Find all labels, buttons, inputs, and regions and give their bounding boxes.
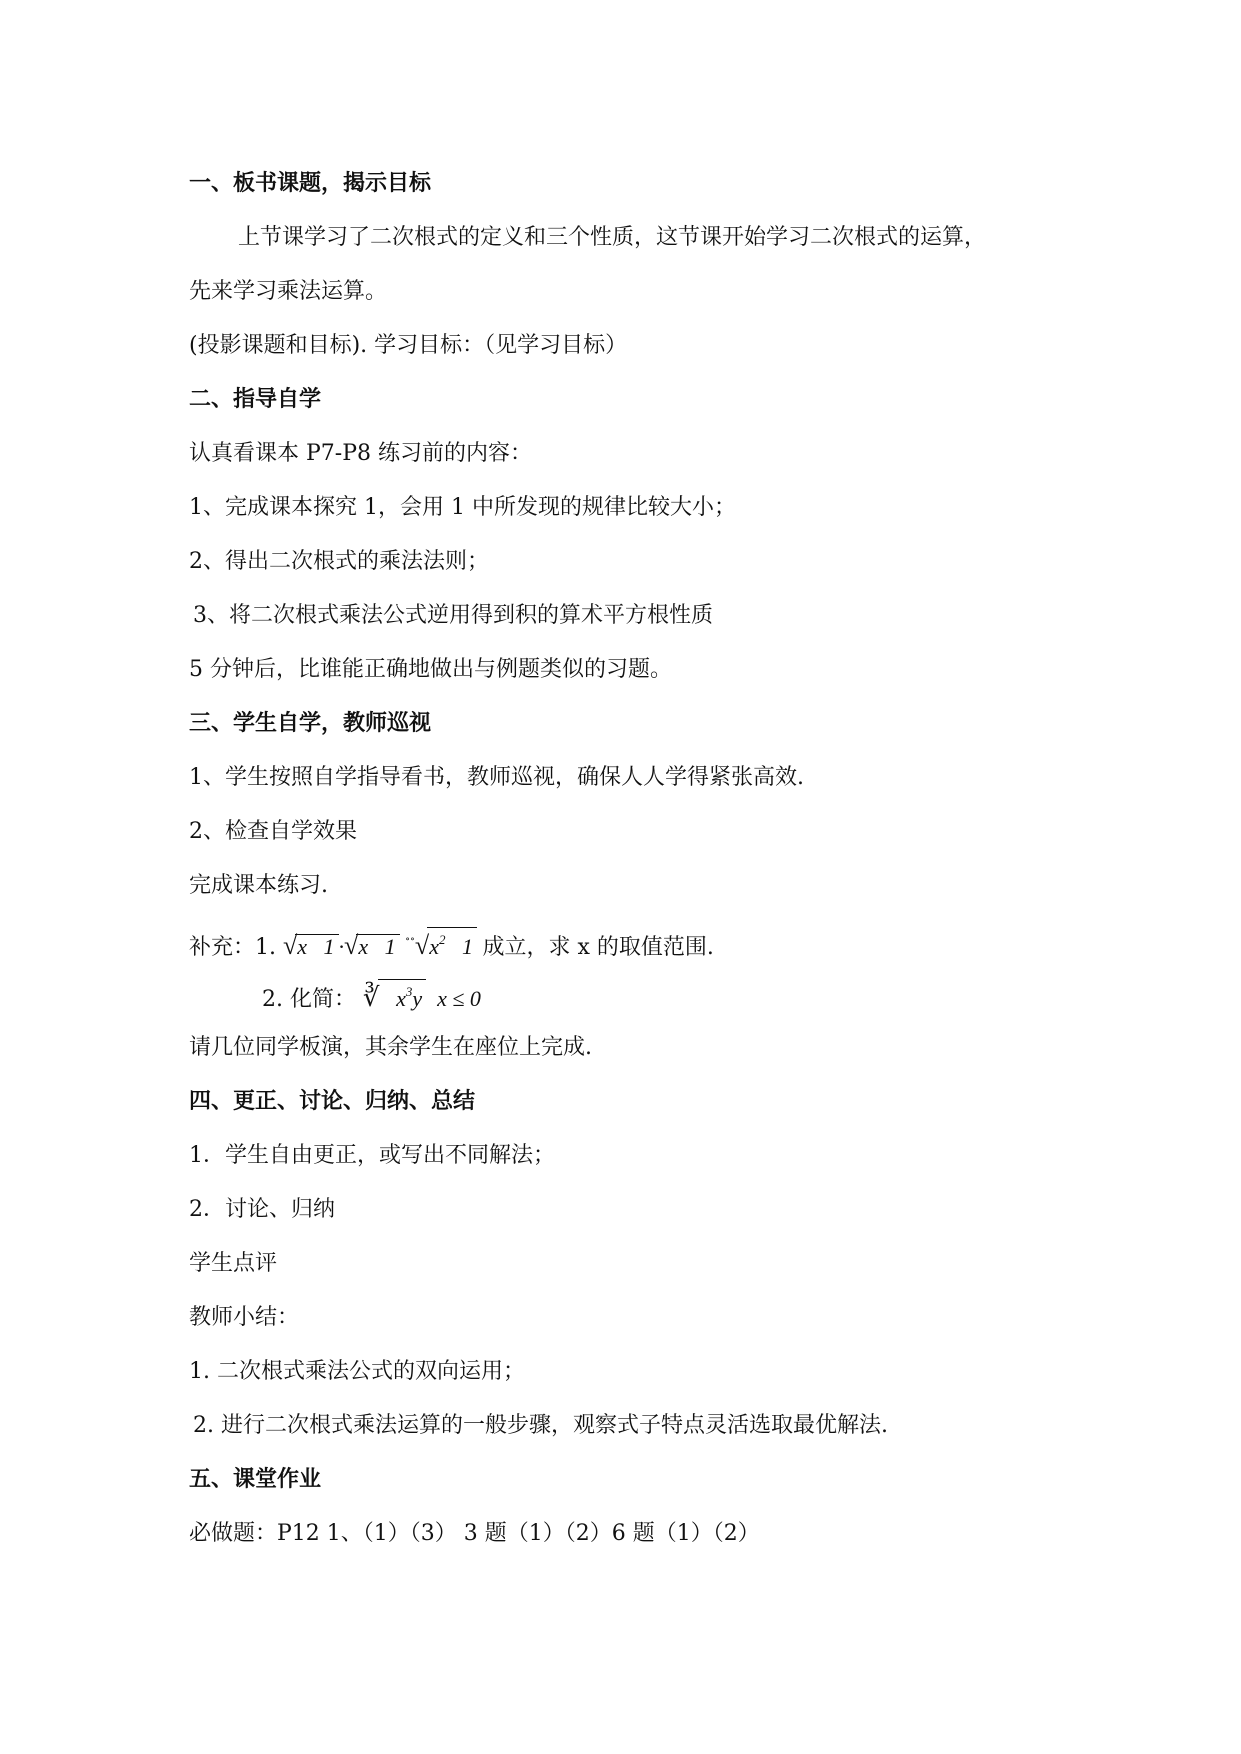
s3-item-1: 1、学生按照自学指导看书，教师巡视，确保人人学得紧张高效. xyxy=(189,765,804,790)
s2-heading: 二、指导自学 xyxy=(189,387,322,412)
s4-item-1: 1．学生自由更正，或写出不同解法； xyxy=(189,1143,555,1168)
s2-item-3: 3、将二次根式乘法公式逆用得到积的算术平方根性质 xyxy=(193,603,713,628)
s2-intro: 认真看课本 P7-P8 练习前的内容： xyxy=(189,441,533,466)
s1-heading: 一、板书课题，揭示目标 xyxy=(189,171,432,196)
s3-item-last: 请几位同学板演，其余学生在座位上完成. xyxy=(189,1035,592,1060)
s5-heading: 五、课堂作业 xyxy=(189,1467,322,1492)
s1-paragraph-2: (投影课题和目标). 学习目标：（见学习目标） xyxy=(189,333,628,358)
s3-heading: 三、学生自学，教师巡视 xyxy=(189,711,432,736)
s3-supplement-2 xyxy=(262,979,481,1015)
supp-suffix: 成立，求 x 的取值范围. xyxy=(482,935,714,960)
s3-item-2: 2、检查自学效果 xyxy=(189,819,357,844)
supp-prefix: 补充：1. xyxy=(189,935,276,960)
s4-item-6: 2. 进行二次根式乘法运算的一般步骤，观察式子特点灵活选取最优解法. xyxy=(193,1413,888,1438)
s4-item-5: 1. 二次根式乘法公式的双向运用； xyxy=(189,1359,525,1384)
supp-formula-1: √x 1 ·√x 1 $^{\circ\circ}√x^2$ 1 xyxy=(283,934,482,959)
s2-item-1: 1、完成课本探究 1，会用 1 中所发现的规律比较大小； xyxy=(189,495,736,520)
s2-item-4: 5 分钟后，比谁能正确地做出与例题类似的习题。 xyxy=(189,657,672,682)
s3-item-3: 完成课本练习. xyxy=(189,873,328,898)
s4-item-3: 学生点评 xyxy=(189,1251,278,1276)
s4-heading: 四、更正、讨论、归纳、总结 xyxy=(189,1089,476,1114)
s2-item-2: 2、得出二次根式的乘法法则； xyxy=(189,549,489,574)
s1-paragraph-1-cont: 先来学习乘法运算。 xyxy=(189,279,388,304)
s4-item-4: 教师小结： xyxy=(189,1305,300,1330)
s5-item-1: 必做题：P12 1、（1）（3） 3 题（1）（2）6 题（1）（2） xyxy=(189,1521,760,1546)
supp2-prefix: 2. 化简： xyxy=(262,987,356,1012)
s1-paragraph-1: 上节课学习了二次根式的定义和三个性质，这节课开始学习二次根式的运算， xyxy=(238,225,987,250)
supp-formula-2: ∛ $x^3y$ x ≤ 0 xyxy=(363,986,481,1011)
s3-supplement-1 xyxy=(189,925,714,963)
s4-item-2: 2．讨论、归纳 xyxy=(189,1197,335,1222)
